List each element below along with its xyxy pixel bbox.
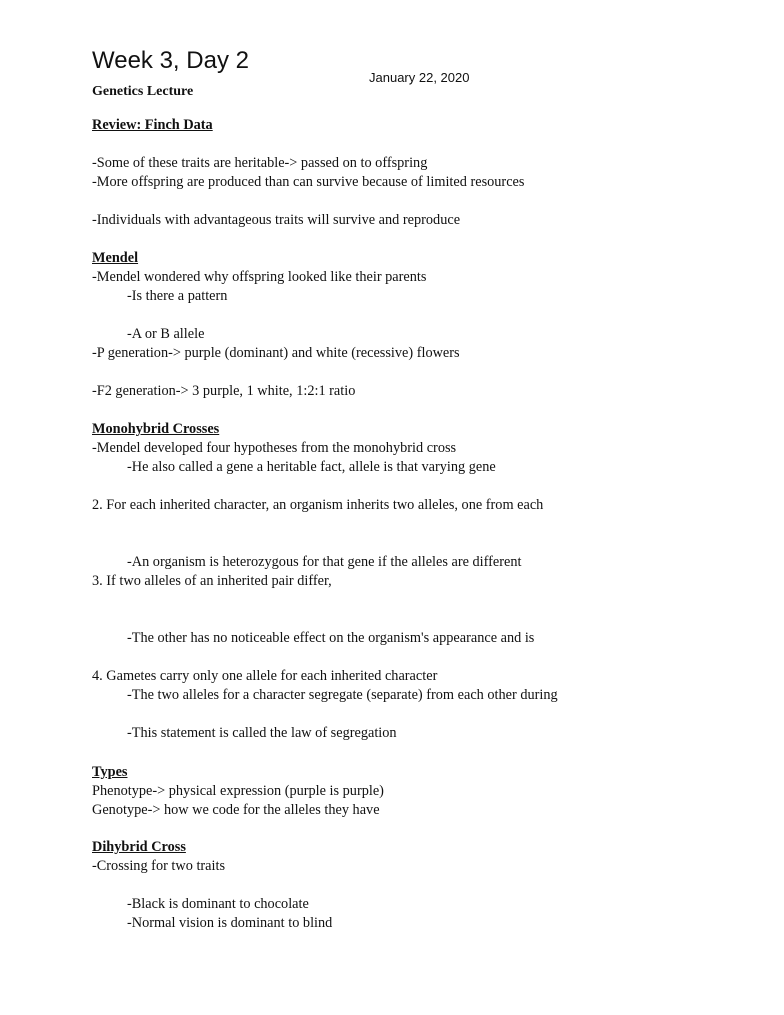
note-line: -Crossing for two traits bbox=[92, 858, 226, 874]
lecture-date: January 22, 2020 bbox=[369, 70, 470, 85]
section-heading-types: Types bbox=[92, 764, 128, 780]
note-line: -More offspring are produced than can survive because of limited resources bbox=[92, 174, 525, 190]
note-line: -F2 generation-> 3 purple, 1 white, 1:2:1 ratio bbox=[92, 383, 356, 399]
note-subline: -A or B allele bbox=[127, 326, 205, 342]
note-line: -Individuals with advantageous traits will survive and reproduce bbox=[92, 212, 461, 228]
section-heading-dihybrid: Dihybrid Cross bbox=[92, 839, 186, 855]
lecture-subtitle: Genetics Lecture bbox=[92, 84, 194, 99]
section-heading-monohybrid: Monohybrid Crosses bbox=[92, 421, 220, 437]
note-subline: -The other has no noticeable effect on the organism's appearance and is bbox=[127, 630, 535, 646]
page-title: Week 3, Day 2 bbox=[92, 47, 249, 74]
note-line: -Mendel wondered why offspring looked like their parents bbox=[92, 269, 427, 285]
section-heading-mendel: Mendel bbox=[92, 250, 139, 266]
note-subline: -He also called a gene a heritable fact, allele is that varying gene bbox=[127, 459, 496, 475]
note-subline: -This statement is called the law of segregation bbox=[127, 725, 397, 741]
note-line: 3. If two alleles of an inherited pair differ, bbox=[92, 573, 332, 589]
note-line: 4. Gametes carry only one allele for each inherited character bbox=[92, 668, 438, 684]
note-subline: -An organism is heterozygous for that gene if the alleles are different bbox=[127, 554, 522, 570]
section-heading-review: Review: Finch Data bbox=[92, 117, 213, 133]
note-line: 2. For each inherited character, an organism inherits two alleles, one from each bbox=[92, 497, 544, 513]
note-line: Phenotype-> physical expression (purple is purple) bbox=[92, 783, 384, 799]
note-line: -Some of these traits are heritable-> passed on to offspring bbox=[92, 155, 428, 171]
note-subline: -Is there a pattern bbox=[127, 288, 228, 304]
note-line: -Mendel developed four hypotheses from the monohybrid cross bbox=[92, 440, 457, 456]
note-line: -P generation-> purple (dominant) and white (recessive) flowers bbox=[92, 345, 460, 361]
note-subline: -Black is dominant to chocolate bbox=[127, 896, 309, 912]
note-subline: -Normal vision is dominant to blind bbox=[127, 915, 333, 931]
note-line: Genotype-> how we code for the alleles they have bbox=[92, 802, 380, 818]
note-subline: -The two alleles for a character segregate (separate) from each other during bbox=[127, 687, 558, 703]
